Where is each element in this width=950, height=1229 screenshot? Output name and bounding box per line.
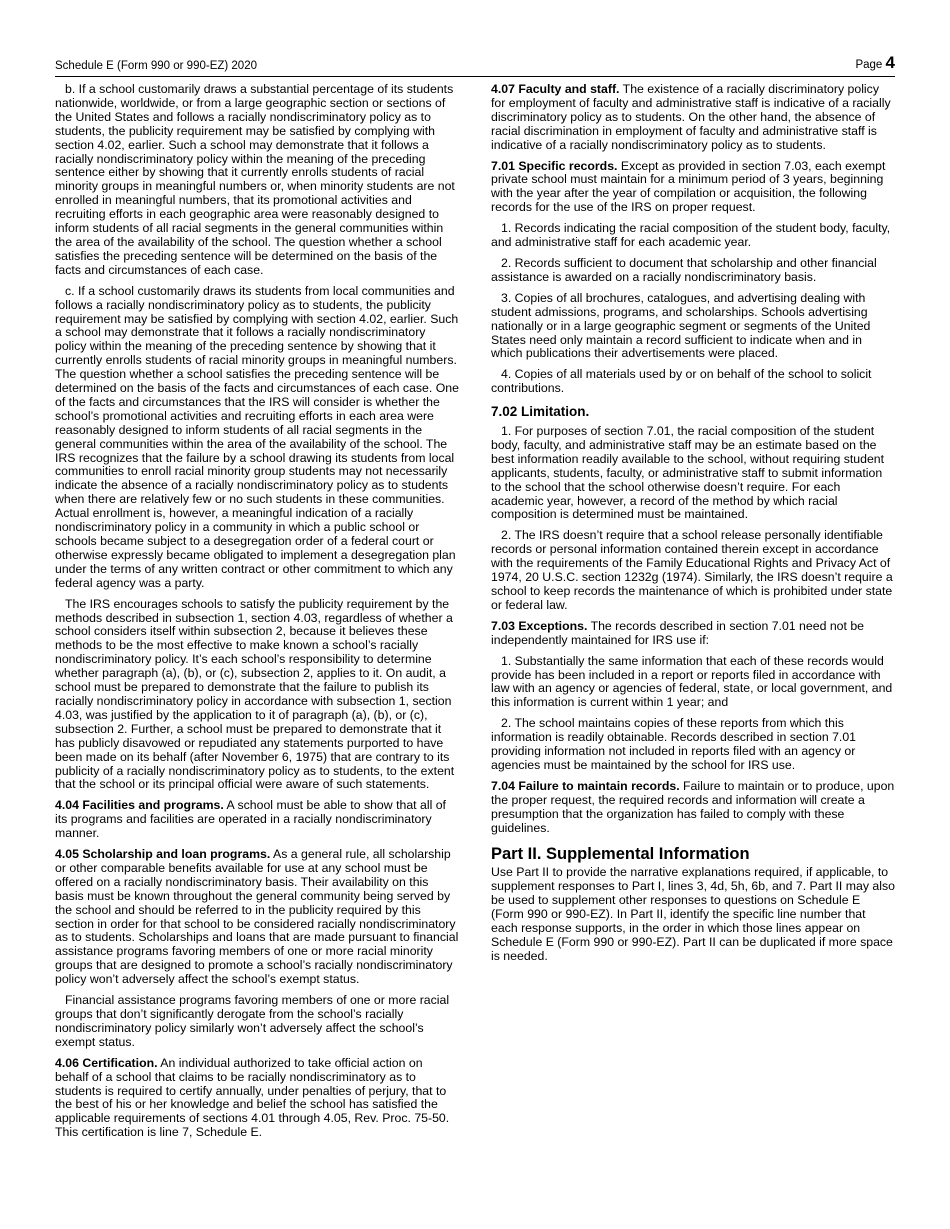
section-7-01-text: Except as provided in section 7.03, each exempt private school must maintain for a minimum period of 3 years, beginning with the year after the year of compilation or acquisition, the following records for the use of the IRS on proper request. (491, 158, 886, 215)
section-7-01 (491, 160, 895, 216)
section-7-01-item-2: 2. Records sufficient to document that scholarship and other financial assistance is awarded on a racially nondiscriminatory basis. (491, 255, 877, 284)
section-4-04 (55, 799, 459, 841)
page-number-label (855, 53, 895, 73)
section-7-03-item-1: 1. Substantially the same information that each of these records would provide has been included in a report or reports filed in accordance with law with an agency or agencies of federal, state, or local government, and this information is current within 1 year; and (491, 653, 893, 710)
section-7-04-heading: 7.04 Failure to maintain records. (491, 778, 680, 793)
section-4-07-heading: 4.07 Faculty and staff. (491, 82, 620, 96)
right-column (491, 83, 895, 971)
section-7-04-text: Failure to maintain or to produce, upon the proper request, the required records and information will create a presumption that the organization has failed to comply with these guidelines. (491, 778, 895, 835)
section-7-01-heading: 7.01 Specific records. (491, 158, 618, 173)
section-4-06 (55, 1057, 459, 1140)
section-4-06-text: An individual authorized to take official action on behalf of a school that claims to be racially nondiscriminatory as to students is required to certify annually, under penalties of perjury, that to the best of his or her knowledge and belief the school has satisfied the applicable requirements of sections 4.01 through 4.05, Rev. Proc. 75-50. This certification is line 7, Schedule E. (55, 1055, 450, 1140)
part-2-text: Use Part II to provide the narrative explanations required, if applicable, to supplement responses to Part I, lines 3, 4d, 5h, 6b, and 7. Part II may also be used to supplement other responses to questions on Schedule E (Form 990 or 990-EZ). In Part II, identify the specific line number that each response supports, in the order in which those lines appear on Schedule E (Form 990 or 990-EZ). Part II can be duplicated if more space is needed. (491, 865, 895, 963)
section-7-03-text: The records described in section 7.01 need not be independently maintained for IRS use if: (491, 618, 865, 647)
left-column (55, 83, 459, 1147)
paragraph-irs-encourages: The IRS encourages schools to satisfy the publicity requirement by the methods described in subsection 1, section 4.03, regardless of whether a school considers itself within subsection 2, because it believes these methods to be the most effective to make known a school’s racially nondiscriminatory policy. It’s each school’s responsibility to determine whether paragraph (a), (b), or (c), subsection 2, applies to it. On audit, a school must be prepared to demonstrate that the failure to publish its racially nondiscriminatory policy in accordance with subsection 1, section 4.03, was justified by the application to it of paragraph (a), (b), or (c), subsection 2. Further, a school must be prepared to demonstrate that it has publicly disavowed or repudiated any statements purported to have been made on its behalf (after November 6, 1975) that are contrary to its publicity of a racially nondiscriminatory policy as to students, to the extent that the school or its principal official were aware of such statements. (55, 596, 455, 792)
page-label: Page (855, 59, 883, 71)
section-7-03 (491, 620, 895, 648)
section-7-01-item-1: 1. Records indicating the racial composition of the student body, faculty, and administrative staff for each academic year. (491, 221, 891, 250)
section-7-02-item-1: 1. For purposes of section 7.01, the racial composition of the student body, faculty, and administrative staff may be an estimate based on the best information readily available to the school, without requiring student applicants, students, faculty, or administrative staff to submit information to the school that the school otherwise doesn’t require. For each academic year, however, a record of the method by which racial composition is determined must be maintained. (491, 424, 885, 522)
section-7-03-heading: 7.03 Exceptions. (491, 618, 588, 633)
section-7-01-item-3: 3. Copies of all brochures, catalogues, and advertising dealing with student admissions, programs, and scholarships. Schools advertising nationally or in a large geographic segment or segments of the United States need only maintain a record sufficient to indicate when and in which publications their advertisements were placed. (491, 290, 871, 361)
section-4-04-heading: 4.04 Facilities and programs. (55, 798, 224, 813)
section-7-03-item-2: 2. The school maintains copies of these reports from which this information is readily obtainable. Records described in section 7.01 providing information not included in reports filed with an agency or agencies must be maintained by the school for IRS use. (491, 716, 857, 772)
section-4-04-text: A school must be able to show that all of its programs and facilities are operated in a racially nondiscriminatory manner. (55, 798, 446, 841)
section-4-07 (491, 83, 895, 153)
section-7-01-item-4: 4. Copies of all materials used by or on behalf of the school to solicit contributions. (491, 367, 872, 396)
section-7-02-heading: 7.02 Limitation. (491, 404, 590, 420)
section-4-05-paragraph-2: Financial assistance programs favoring members of one or more racial groups that don’t significantly derogate from the school’s racially nondiscriminatory policy similarly won’t adversely affect the school’s exempt status. (55, 993, 450, 1049)
part-2-heading: Part II. Supplemental Information (491, 844, 750, 863)
section-4-07-text: The existence of a racially discriminatory policy for employment of faculty and administrative staff is indicative of a racially discriminatory policy as to students. On the other hand, the absence of racial discrimination in employment of faculty and administrative staff is indicative of a racially nondiscriminatory policy as to students. (491, 82, 891, 152)
section-4-05-heading: 4.05 Scholarship and loan programs. (55, 847, 271, 862)
section-4-06-heading: 4.06 Certification. (55, 1055, 158, 1070)
section-7-02-item-2: 2. The IRS doesn’t require that a school release personally identifiable records or personal information contained therein except in accordance with the requirements of the Family Educational Rights and Privacy Act of 1974, 20 U.S.C. section 1232g (1974). Similarly, the IRS doesn’t require a school to keep records the maintenance of which is prohibited under state or federal law. (491, 528, 893, 612)
page-header (55, 52, 895, 77)
paragraph-c: c. If a school customarily draws its students from local communities and follows a racially nondiscriminatory policy as to students, the publicity requirement may be satisfied by complying with section 4.02, earlier. Such a school may demonstrate that it follows a racially nondiscriminatory policy within the meaning of the preceding sentence by showing that it currently enrolls students of racial minority groups in meaningful numbers. The question whether a school satisfies the preceding sentence will be determined on the basis of the facts and circumstances of each case. One of the facts and circumstances that the IRS will consider is whether the school’s promotional activities and recruiting efforts in each area were reasonably designed to inform students of all racial segments in the general communities within the area of the availability of the school. The IRS recognizes that the failure by a school drawing its students from local communities to enroll racial minority group students may not necessarily indicate the absence of a racially nondiscriminatory policy as to students when there are relatively few or no such students in these communities. Actual enrollment is, however, a meaningful indication of a racially nondiscriminatory policy in a community in which a public school or schools became subject to a desegregation order of a federal court or otherwise expressly became obligated to implement a desegregation plan under the terms of any written contract or other commitment to which any federal agency was a party. (55, 283, 459, 590)
section-4-05-text: As a general rule, all scholarship or other comparable benefits available for use at any school must be offered on a racially nondiscriminatory basis. Their availability on this basis must be known throughout the general community being served by the school and should be referred to in the publicity required by this section in order for that school to be considered racially nondiscriminatory as to students. Scholarships and loans that are made pursuant to financial assistance programs favoring members of one or more racial minority groups that are designed to promote a school’s racially nondiscriminatory policy won’t adversely affect the school’s exempt status. (55, 847, 459, 987)
section-4-05 (55, 848, 459, 987)
form-title: Schedule E (Form 990 or 990-EZ) 2020 (55, 60, 257, 72)
paragraph-b: b. If a school customarily draws a substantial percentage of its students nationwide, worldwide, or from a large geographic section or sections of the United States and follows a racially nondiscriminatory policy as to students, the publicity requirement may be satisfied by complying with section 4.02, earlier. Such a school may demonstrate that it follows a racially nondiscriminatory policy within the meaning of the preceding sentence either by showing that it currently enrolls students of racial minority groups in meaningful numbers or, when minority students are not enrolled in meaningful numbers, that its promotional activities and recruiting efforts in each geographic area were reasonably designed to inform students of all racial segments in the general communities within the area of the availability of the school. The question whether a school satisfies the preceding sentence will be determined on the basis of the facts and circumstances of each case. (55, 82, 455, 277)
section-7-04 (491, 780, 895, 836)
page-number: 4 (885, 53, 895, 72)
